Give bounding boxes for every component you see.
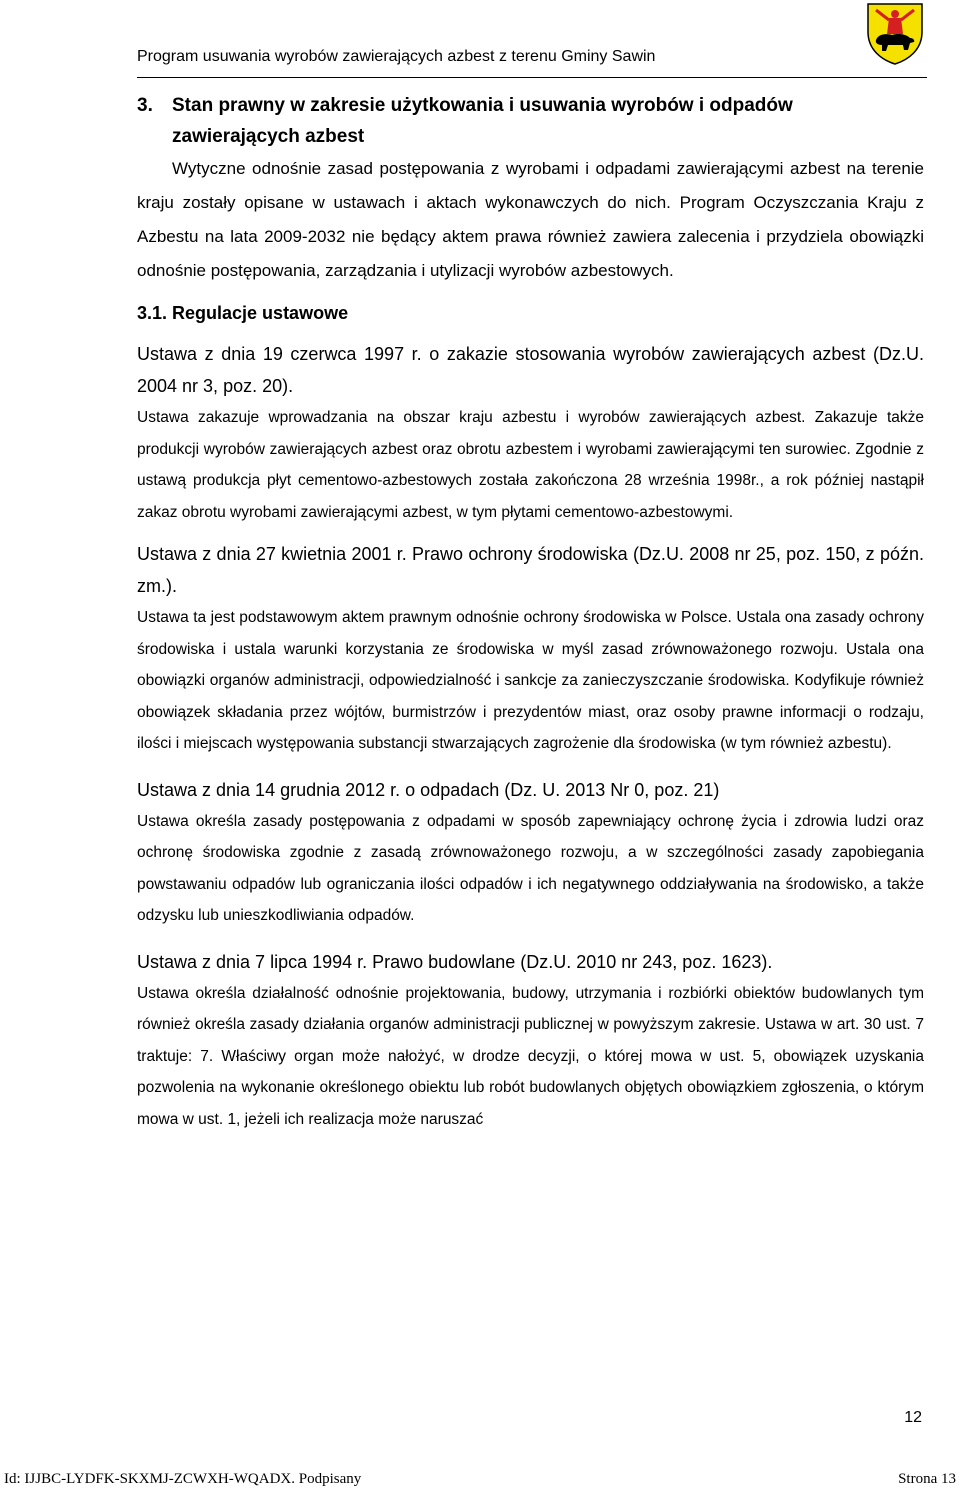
subsection-title: 3.1. Regulacje ustawowe (137, 303, 349, 323)
law-title: Ustawa z dnia 27 kwietnia 2001 r. Prawo ochrony środowiska (Dz.U. 2008 nr 25, poz. 150, z późn. zm.). (137, 544, 924, 596)
page-number: 12 (904, 1409, 922, 1426)
law-description: Ustawa określa działalność odnośnie projektowania, budowy, utrzymania i rozbiórki obiektów budowlanych tym również określa zasady działania organów administracji publicznej w powyższym zakresie. Ustawa w art. 30 ust. 7 traktuje: 7. Właściwy organ może nałożyć, w drodze decyzji, o której mowa w ust. 5, obowiązek uzyskania pozwolenia na wykonanie określonego obiektu lub robót budowlanych objętych obowiązkiem zgłoszenia, o którym mowa w ust. 1, jeżeli ich realizacja może naruszać (137, 984, 924, 1128)
section-title: Stan prawny w zakresie użytkowania i usuwania wyrobów i odpadów zawierających azbest (172, 95, 793, 147)
law-description: Ustawa ta jest podstawowym aktem prawnym odnośnie ochrony środowiska w Polsce. Ustala ona zasady ochrony środowiska i ustala warunki korzystania ze środowiska w myśl zasad zrównoważonego rozwoju. Ustala ona obowiązki organów administracji, odpowiedzialność i sankcje za zanieczyszczanie środowiska. Kodyfikuje również obowiązek składania przez wójtów, burmistrzów i prezydentów miast, oraz osoby prawne informacji o rodzaju, ilości i miejscach występowania substancji stwarzających zagrożenie dla środowiska (w tym również azbestu). (137, 609, 924, 752)
law-entry (137, 774, 924, 932)
document-id: Id: IJJBC-LYDFK-SKXMJ-ZCWXH-WQADX. Podpisany (4, 1471, 362, 1487)
section-heading (137, 90, 924, 152)
footer-page-label: Strona 13 (898, 1471, 956, 1487)
law-title: Ustawa z dnia 7 lipca 1994 r. Prawo budowlane (Dz.U. 2010 nr 243, poz. 1623). (137, 951, 773, 972)
law-title: Ustawa z dnia 14 grudnia 2012 r. o odpadach (Dz. U. 2013 Nr 0, poz. 21) (137, 779, 720, 800)
law-entry (137, 338, 924, 528)
law-title: Ustawa z dnia 19 czerwca 1997 r. o zakazie stosowania wyrobów zawierających azbest (Dz.U. 2004 nr 3, poz. 20). (137, 344, 924, 396)
law-entry (137, 538, 924, 760)
document-content (137, 90, 924, 1135)
section-number: 3. (137, 95, 153, 116)
section-intro: Wytyczne odnośnie zasad postępowania z wyrobami i odpadami zawierającymi azbest na terenie kraju zostały opisane w ustawach i aktach wykonawczych do nich. Program Oczyszczania Kraju z Azbestu na lata 2009-2032 nie będący aktem prawa również zawiera zalecenia i przydziela obowiązki odnośnie postępowania, zarządzania i utylizacji wyrobów azbestowych. (137, 159, 924, 280)
header-title: Program usuwania wyrobów zawierających azbest z terenu Gminy Sawin (137, 48, 656, 65)
gmina-crest-icon (862, 0, 928, 66)
page-header (137, 48, 927, 78)
law-description: Ustawa zakazuje wprowadzania na obszar kraju azbestu i wyrobów zawierających azbest. Zakazuje także produkcji wyrobów zawierających azbest oraz obrotu azbestem i wyrobami zawierającymi ten surowiec. Zgodnie z ustawą produkcja płyt cementowo-azbestowych została zakończona 28 września 1998r., a rok później nastąpił zakaz obrotu wyrobami zawierającymi azbest, w tym płytami cementowo-azbestowymi. (137, 409, 924, 521)
law-entry (137, 946, 924, 1136)
page-footer (0, 1471, 960, 1495)
law-description: Ustawa określa zasady postępowania z odpadami w sposób zapewniający ochronę życia i zdrowia ludzi oraz ochronę środowiska zgodnie z zasadą zrównoważonego rozwoju, a w szczególności zasady zapobiegania powstawaniu odpadów lub ograniczania ilości odpadów i ich negatywnego oddziaływania na środowisko, a także odzysku lub unieszkodliwiania odpadów. (137, 812, 924, 924)
